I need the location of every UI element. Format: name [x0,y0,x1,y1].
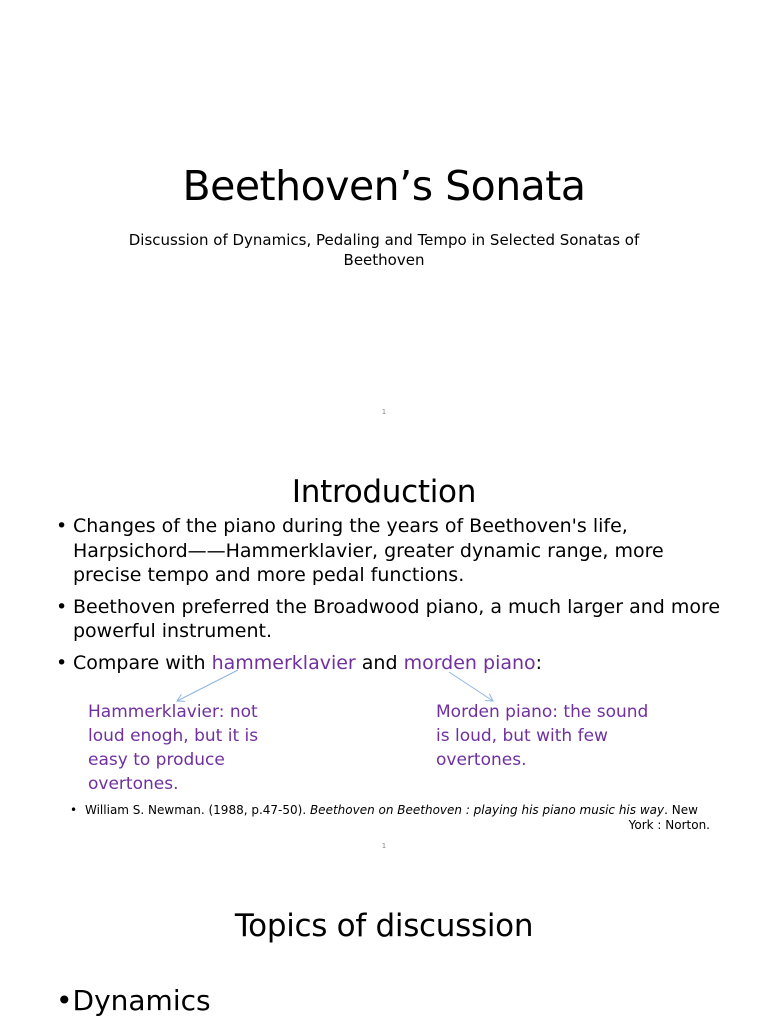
slide-heading: Introduction [291,474,477,510]
reference-book: Beethoven on Beethoven : playing his piano music his way [309,803,665,817]
reference-tail: . New [664,803,698,817]
arrow-right-icon [449,672,493,701]
arrow-left-icon [177,670,238,701]
page-number: 1 [381,842,387,850]
term-hammerklavier: hammerklavier [211,651,356,674]
page-number: 1 [381,408,387,416]
reference [70,803,710,833]
reference-line2: York : Norton. [628,818,710,832]
slide-heading: Topics of discussion [234,908,534,944]
bullet-item: • Beethoven preferred the Broadwood piano, a much larger and more powerful instrument. [56,595,736,644]
slide-topics [0,858,768,1024]
compare-prefix: Compare with [73,651,212,674]
presentation-title: Beethoven’s Sonata [182,162,586,210]
topic-item: •Dynamics [56,984,211,1017]
compare-and: and [355,651,404,674]
bullet-dot: • [70,803,78,817]
bullet-item: • Changes of the piano during the years of Beethoven's life, Harpsichord——Hammerklavier, greater dynamic range, more precise tempo and more pedal functions. [56,514,736,588]
slide-introduction [0,430,768,858]
note-hammerklavier: Hammerklavier: not loud enogh, but it is easy to produce overtones. [88,702,259,794]
note-morden-piano: Morden piano: the sound is loud, but with few overtones. [436,702,649,770]
reference-line1 [70,803,710,818]
compare-suffix: : [535,651,543,674]
term-morden-piano: morden piano [403,651,536,674]
presentation-subtitle: Discussion of Dynamics, Pedaling and Tempo in Selected Sonatas of Beethoven [128,231,640,269]
topic-label: Dynamics [72,984,211,1017]
reference-author: William S. Newman. (1988, p.47-50). [85,803,310,817]
slide-title [0,0,768,430]
